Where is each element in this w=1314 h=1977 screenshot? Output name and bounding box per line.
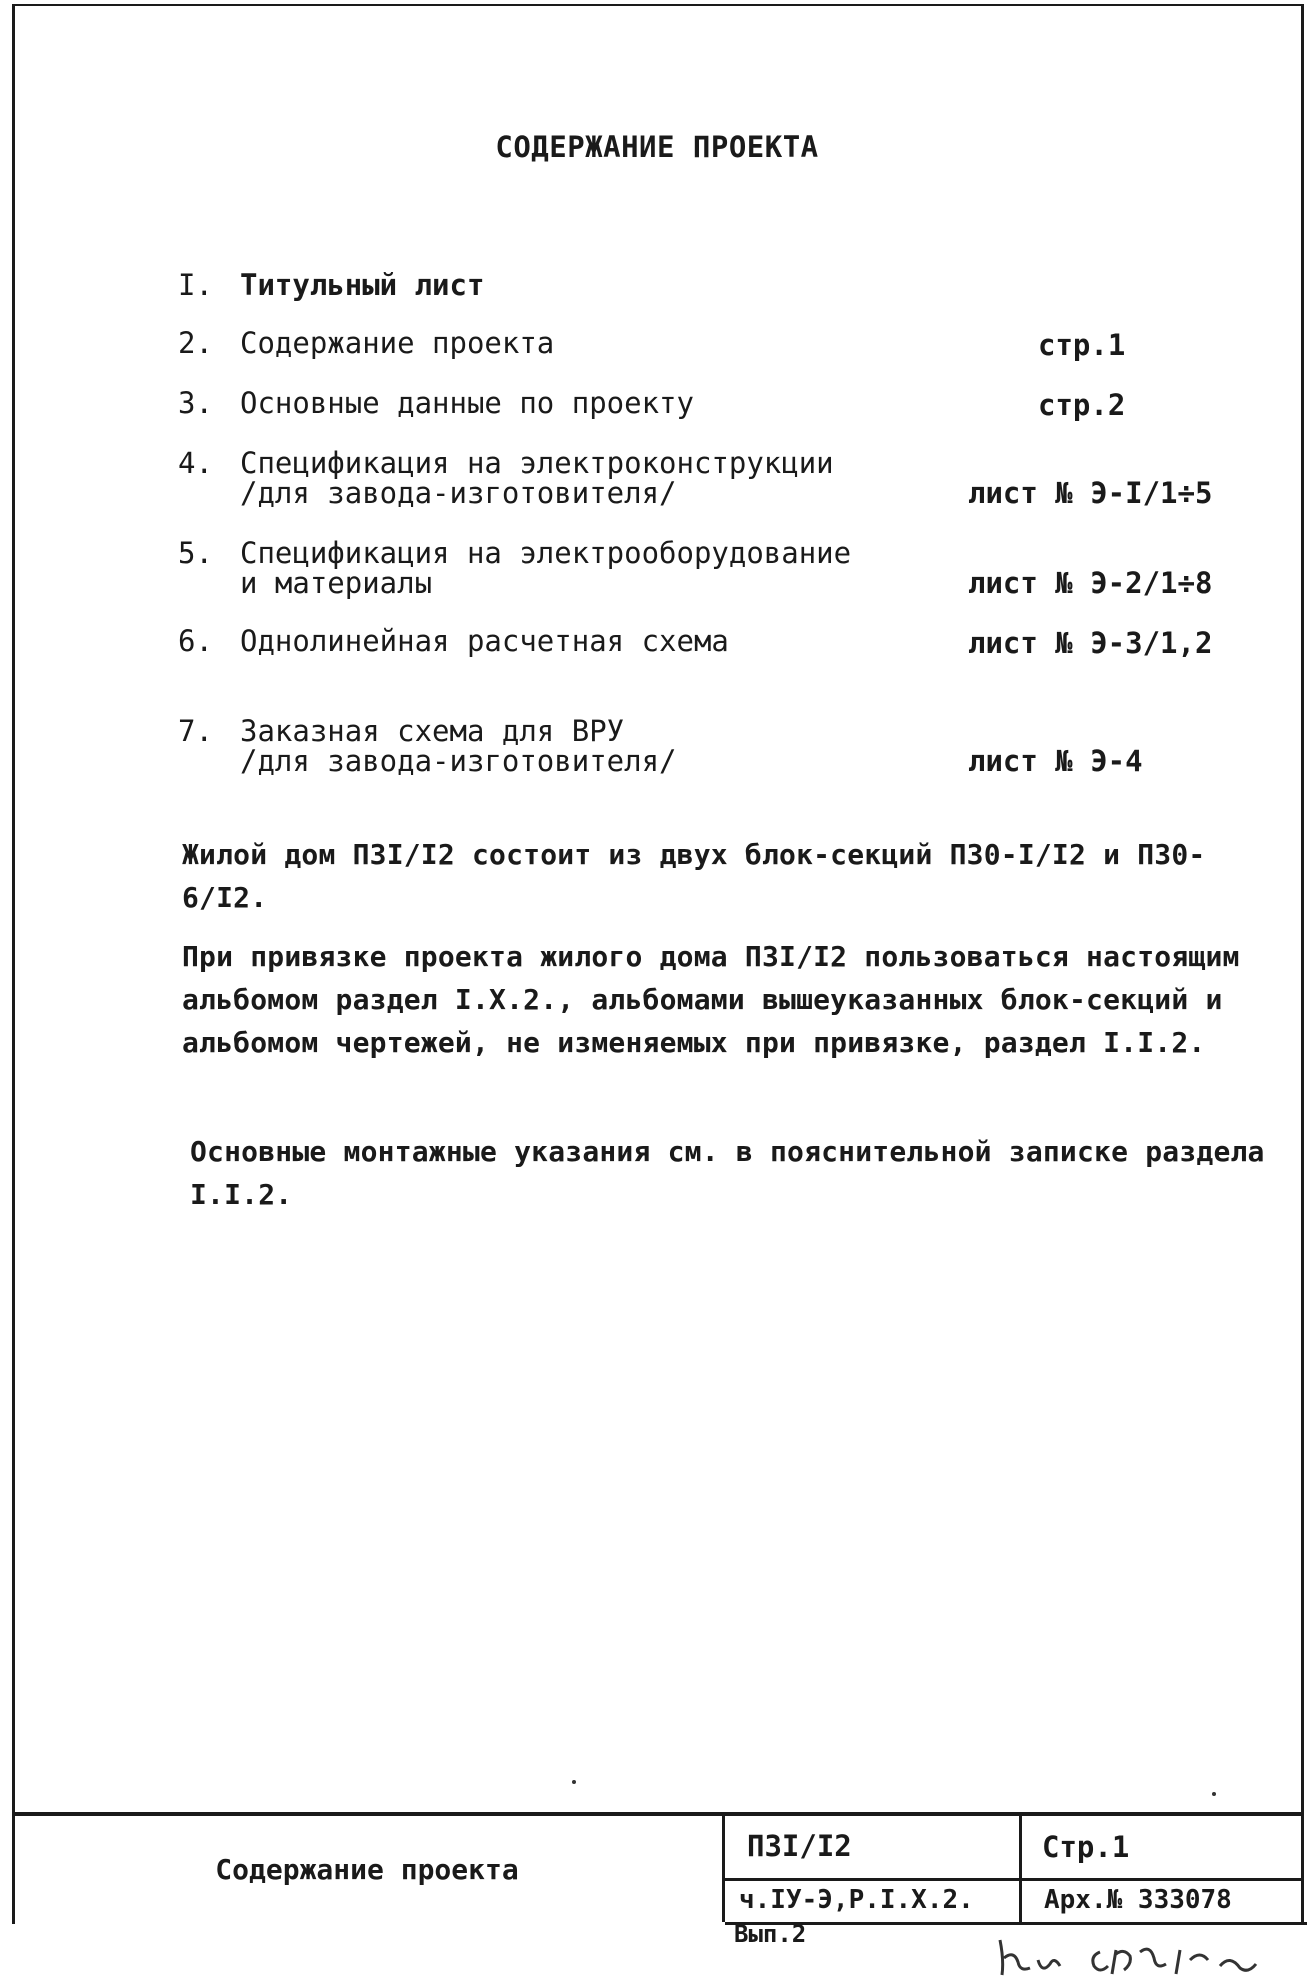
toc-item — [178, 626, 1238, 658]
toc-item — [178, 328, 1238, 360]
title-block-part: ч.IУ-Э,Р.I.X.2. — [725, 1881, 1022, 1922]
toc-item — [178, 448, 1238, 508]
toc-item-ref: стр.1 — [1038, 328, 1126, 362]
title-block — [12, 1812, 1304, 1922]
toc-item — [178, 538, 1238, 598]
toc-item-text: Титульный лист — [240, 268, 485, 302]
toc-item-ref: лист № Э-2/1÷8 — [968, 566, 1213, 600]
toc-item-text: Заказная схема для ВРУ /для завода-изготовителя/ — [240, 714, 677, 778]
document-title: СОДЕРЖАНИЕ ПРОЕКТА — [495, 130, 819, 164]
toc-item-number: I. — [178, 268, 213, 302]
speck — [572, 1780, 576, 1784]
toc-item-text: Однолинейная расчетная схема — [240, 624, 729, 658]
title-block-archive: Арх.№ 333078 — [1044, 1885, 1232, 1915]
toc-item-ref: лист № Э-4 — [968, 744, 1143, 778]
toc-item-number: 3. — [178, 386, 213, 420]
title-block-bottom-rule — [725, 1922, 1307, 1925]
title-block-page: Стр.1 — [1022, 1816, 1304, 1881]
toc-item — [178, 716, 1238, 776]
issue-number: Вып.2 — [734, 1920, 807, 1948]
toc-item — [178, 388, 1238, 420]
toc-item-text: Основные данные по проекту — [240, 386, 694, 420]
paragraph-binding-instructions: При привязке проекта жилого дома П3I/I2 пользоваться настоящим альбомом раздел I.X.2., альбомами вышеуказанных блок-секций и альбомом чертежей, не изменяемых при привязке, раздел I.I.2. — [182, 940, 1240, 1059]
paragraph-composition: Жилой дом П3I/I2 состоит из двух блок-секций П30-I/I2 и П30-6/I2. — [182, 838, 1206, 914]
paragraph-installation-notes: Основные монтажные указания см. в пояснительной записке раздела I.I.2. — [190, 1135, 1265, 1211]
handwritten-scribble — [990, 1930, 1290, 1977]
speck — [1212, 1792, 1216, 1796]
title-block-code: П3I/I2 — [725, 1816, 1022, 1881]
toc-item-number: 7. — [178, 714, 213, 748]
title-block-name: Содержание проекта — [12, 1816, 725, 1922]
toc-item-text: Спецификация на электрооборудование и материалы — [240, 536, 852, 600]
toc-item-ref: стр.2 — [1038, 388, 1126, 422]
toc-item-text: Содержание проекта — [240, 326, 555, 360]
toc-item-number: 5. — [178, 536, 213, 570]
toc-item — [178, 270, 1238, 302]
toc-item-number: 6. — [178, 624, 213, 658]
toc-item-text: Спецификация на электроконструкции /для завода-изготовителя/ — [240, 446, 834, 510]
toc-item-number: 4. — [178, 446, 213, 480]
toc-item-ref: лист № Э-3/1,2 — [968, 626, 1213, 660]
toc-item-number: 2. — [178, 326, 213, 360]
toc-item-ref: лист № Э-I/1÷5 — [968, 476, 1213, 510]
